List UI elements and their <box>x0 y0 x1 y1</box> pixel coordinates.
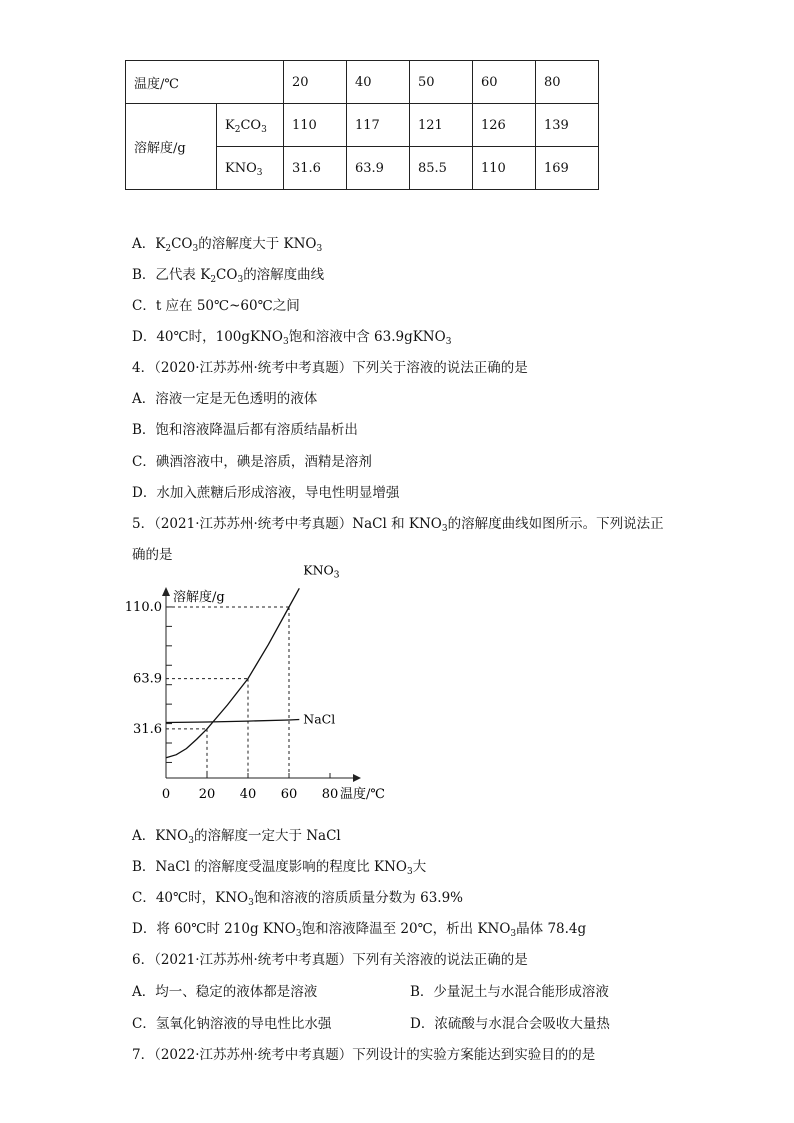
temp-cell: 80 <box>536 61 599 104</box>
temp-cell: 40 <box>347 61 410 104</box>
q3-option-b: B．乙代表 $K_2CO_3$的溶解度曲线 <box>132 267 325 285</box>
kno3-value-cell: 169 <box>536 147 599 190</box>
q5-stem-line1: 5．（2021·江苏苏州·统考中考真题）NaCl 和 $KNO_3$的溶解度曲线如图所示。下列说法正 <box>132 516 664 534</box>
q5-option-b: B．NaCl 的溶解度受温度影响的程度比 $KNO_3$大 <box>132 859 427 877</box>
y-tick-label: 31.6 <box>133 721 162 737</box>
q3-option-d: D．40℃时，100gKNO$_3$饱和溶液中含 63.9gKNO$_3$ <box>132 329 452 347</box>
temp-cell: 60 <box>473 61 536 104</box>
k2co3-label-cell: $K_2CO_3$ <box>217 104 284 147</box>
q6-option-b: B．少量泥土与水混合能形成溶液 <box>410 984 609 1000</box>
nacl-label: NaCl <box>303 711 336 727</box>
kno3-label: $KNO_3$ <box>303 562 340 581</box>
q4-stem: 4．（2020·江苏苏州·统考中考真题）下列关于溶液的说法正确的是 <box>132 360 528 376</box>
kno3-value-cell: 31.6 <box>284 147 347 190</box>
temp-cell: 20 <box>284 61 347 104</box>
x-axis-label: 温度/℃ <box>340 787 385 802</box>
kno3-curve <box>166 588 299 758</box>
k2co3-value-cell: 126 <box>473 104 536 147</box>
nacl-curve <box>166 720 299 723</box>
q4-option-b: B．饱和溶液降温后都有溶质结晶析出 <box>132 422 358 438</box>
y-tick-label: 63.9 <box>133 671 162 687</box>
k2co3-value-cell: 110 <box>284 104 347 147</box>
x-tick-label: 80 <box>321 787 339 802</box>
y-axis-arrow <box>162 587 170 596</box>
kno3-value-cell: 85.5 <box>410 147 473 190</box>
q4-option-d: D．水加入蔗糖后形成溶液，导电性明显增强 <box>132 485 400 501</box>
q3-option-a: A．$K_2CO_3$的溶解度大于 $KNO_3$ <box>132 236 323 254</box>
solubility-table <box>125 60 599 190</box>
q3-option-c: C．t 应在 50℃~60℃之间 <box>132 298 300 314</box>
x-tick-label: 40 <box>239 787 257 802</box>
x-axis-arrow <box>353 774 361 782</box>
q7-stem: 7．（2022·江苏苏州·统考中考真题）下列设计的实验方案能达到实验目的的是 <box>132 1047 596 1063</box>
y-axis-label: 溶解度/g <box>173 590 225 605</box>
x-tick-label: 60 <box>280 787 298 802</box>
q6-option-d: D．浓硫酸与水混合会吸收大量热 <box>410 1016 610 1032</box>
temp-cell: 50 <box>410 61 473 104</box>
solubility-label-cell: 溶解度/g <box>126 104 217 190</box>
q6-stem: 6．（2021·江苏苏州·统考中考真题）下列有关溶液的说法正确的是 <box>132 952 528 968</box>
q5-option-c: C．40℃时，$KNO_3$饱和溶液的溶质质量分数为 63.9% <box>132 890 463 908</box>
q4-option-c: C．碘酒溶液中，碘是溶质，酒精是溶剂 <box>132 454 372 470</box>
y-tick-label: 110.0 <box>124 599 162 615</box>
kno3-label-cell: $KNO_3$ <box>217 147 284 190</box>
solubility-chart <box>118 562 408 806</box>
table-row-k2co3 <box>126 104 599 147</box>
k2co3-value-cell: 139 <box>536 104 599 147</box>
temp-header-cell: 温度/℃ <box>126 61 284 104</box>
x-tick-label: 20 <box>198 787 216 802</box>
kno3-value-cell: 63.9 <box>347 147 410 190</box>
chart-axes <box>162 587 385 802</box>
q4-option-a: A．溶液一定是无色透明的液体 <box>132 391 318 407</box>
q6-option-a: A．均一、稳定的液体都是溶液 <box>132 984 318 1000</box>
q5-option-a: A．$KNO_3$的溶解度一定大于 NaCl <box>132 828 341 846</box>
k2co3-value-cell: 117 <box>347 104 410 147</box>
q5-option-d: D．将 60℃时 210g $KNO_3$饱和溶液降温至 20℃，析出 $KNO_3$晶体 78.4g <box>132 921 587 939</box>
k2co3-value-cell: 121 <box>410 104 473 147</box>
kno3-value-cell: 110 <box>473 147 536 190</box>
q5-stem-line2: 确的是 <box>132 547 173 563</box>
q6-option-c: C．氢氧化钠溶液的导电性比水强 <box>132 1016 332 1032</box>
table-row-temperature <box>126 61 599 104</box>
x-tick-label: 0 <box>161 787 171 802</box>
